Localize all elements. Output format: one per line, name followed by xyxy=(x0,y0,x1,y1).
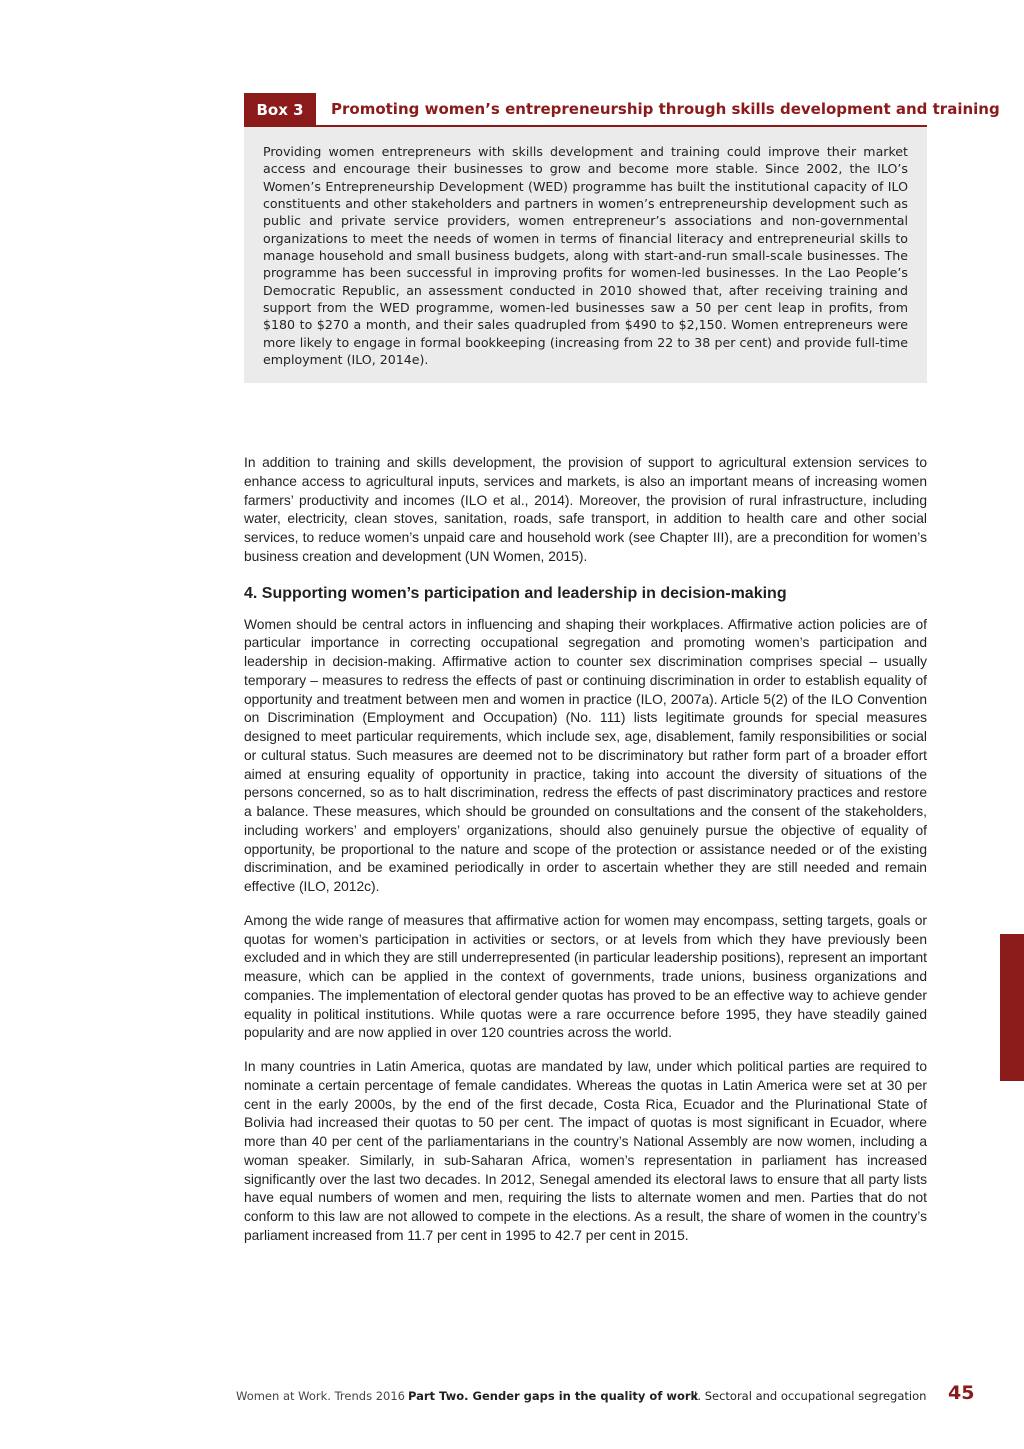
page-footer xyxy=(236,1382,976,1412)
page-number: 45 xyxy=(948,1382,975,1404)
footer-publication: Women at Work. Trends 2016 xyxy=(236,1389,405,1403)
footer-section: I. Sectoral and occupational segregation xyxy=(694,1389,927,1403)
main-text xyxy=(244,454,927,1261)
box-paragraph: Providing women entrepreneurs with skills development and training could improve their market access and encourage their businesses to grow and become more stable. Since 2002, the ILO’s Women’s Entrepreneurship Development (WED) programme has built the institutional capacity of ILO constituents and other stakeholders and partners in women’s entrepreneurship development such as public and private service providers, women entrepreneur’s associations and non-governmental organizations to meet the needs of women in terms of financial literacy and entrepreneurial skills to manage household and small business budgets, along with start-and-run small-scale businesses. The programme has been successful in improving profits for women-led businesses. In the Lao People’s Democratic Republic, an assessment conducted in 2010 showed that, after receiving training and support from the WED programme, women-led businesses saw a 50 per cent leap in profits, from $180 to $270 a month, and their sales quadrupled from $490 to $2,150. Women entrepreneurs were more likely to engage in formal bookkeeping (increasing from 22 to 38 per cent) and provide full-time employment (ILO, 2014e). xyxy=(263,144,908,368)
chapter-side-tab xyxy=(1000,934,1024,1081)
box-label: Box 3 xyxy=(244,93,316,127)
section-heading: 4. Supporting women’s participation and leadership in decision-making xyxy=(244,584,787,602)
box-title: Promoting women’s entrepreneurship through skills development and training xyxy=(331,100,1000,118)
paragraph-agricultural-support: In addition to training and skills development, the provision of support to agricultural extension services to enhance access to agricultural inputs, services and markets, is also an important means of increasing women farmers’ productivity and incomes (ILO et al., 2014). Moreover, the provision of rural infrastructure, including water, electricity, clean stoves, sanitation, roads, safe transport, in addition to health care and other social services, to reduce women’s unpaid care and household work (see Chapter III), are a precondition for women’s business creation and development (UN Women, 2015). xyxy=(244,455,927,564)
paragraph-latin-america: In many countries in Latin America, quotas are mandated by law, under which political parties are required to nominate a certain percentage of female candidates. Whereas the quotas in Latin America were set at 30 per cent in the early 2000s, by the end of the first decade, Costa Rica, Ecuador and the Plurinational State of Bolivia had increased their quotas to 50 per cent. The impact of quotas is most significant in Ecuador, where more than 40 per cent of the parliamentarians in the country’s National Assembly are now women, including a woman speaker. Similarly, in sub-Saharan Africa, women’s representation in parliament has increased significantly over the last two decades. In 2012, Senegal amended its electoral laws to ensure that all party lists have equal numbers of women and men, requiring the lists to alternate women and men. Parties that do not conform to this law are not allowed to compete in the elections. As a result, the share of women in the country’s parliament increased from 11.7 per cent in 1995 to 42.7 per cent in 2015. xyxy=(244,1059,927,1243)
box-body xyxy=(244,127,927,383)
paragraph-affirmative-action: Women should be central actors in influencing and shaping their workplaces. Affirmative action policies are of particular importance in correcting occupational segregation and promoting women’s participation and leadership in decision-making. Affirmative action to counter sex discrimination comprises special – usually temporary – measures to redress the effects of past or continuing discrimination in order to establish equality of opportunity and treatment between men and women in practice (ILO, 2007a). Article 5(2) of the ILO Convention on Discrimination (Employment and Occupation) (No. 111) lists legitimate grounds for special measures designed to meet particular requirements, which include sex, age, disablement, family responsibilities or social or cultural status. Such measures are deemed not to be discriminatory but rather form part of a broader effort aimed at ensuring equality of opportunity in practice, taking into account the diversity of situations of the persons concerned, so as to halt discrimination, redress the effects of past discriminatory practices and restore a balance. These measures, which should be grounded on consultations and the consent of the stakeholders, including workers’ and employers’ organizations, should also genuinely pursue the objective of equality of opportunity, be proportional to the nature and scope of the protection or assistance needed or of the existing discrimination, and be examined periodically in order to ascertain whether they are still needed and remain effective (ILO, 2012c). xyxy=(244,616,927,894)
paragraph-quotas: Among the wide range of measures that affirmative action for women may encompass, setting targets, goals or quotas for women’s participation in activities or sectors, or at levels from which they have previously been excluded and in which they are still underrepresented (in particular leadership positions), represent an important measure, which can be applied in the context of governments, trade unions, business organizations and companies. The implementation of electoral gender quotas has proved to be an effective way to achieve gender equality in political institutions. While quotas were a rare occurrence before 1995, they have steadily gained popularity and are now applied in over 120 countries across the world. xyxy=(244,912,927,1041)
footer-part: Part Two. Gender gaps in the quality of work xyxy=(408,1389,699,1403)
